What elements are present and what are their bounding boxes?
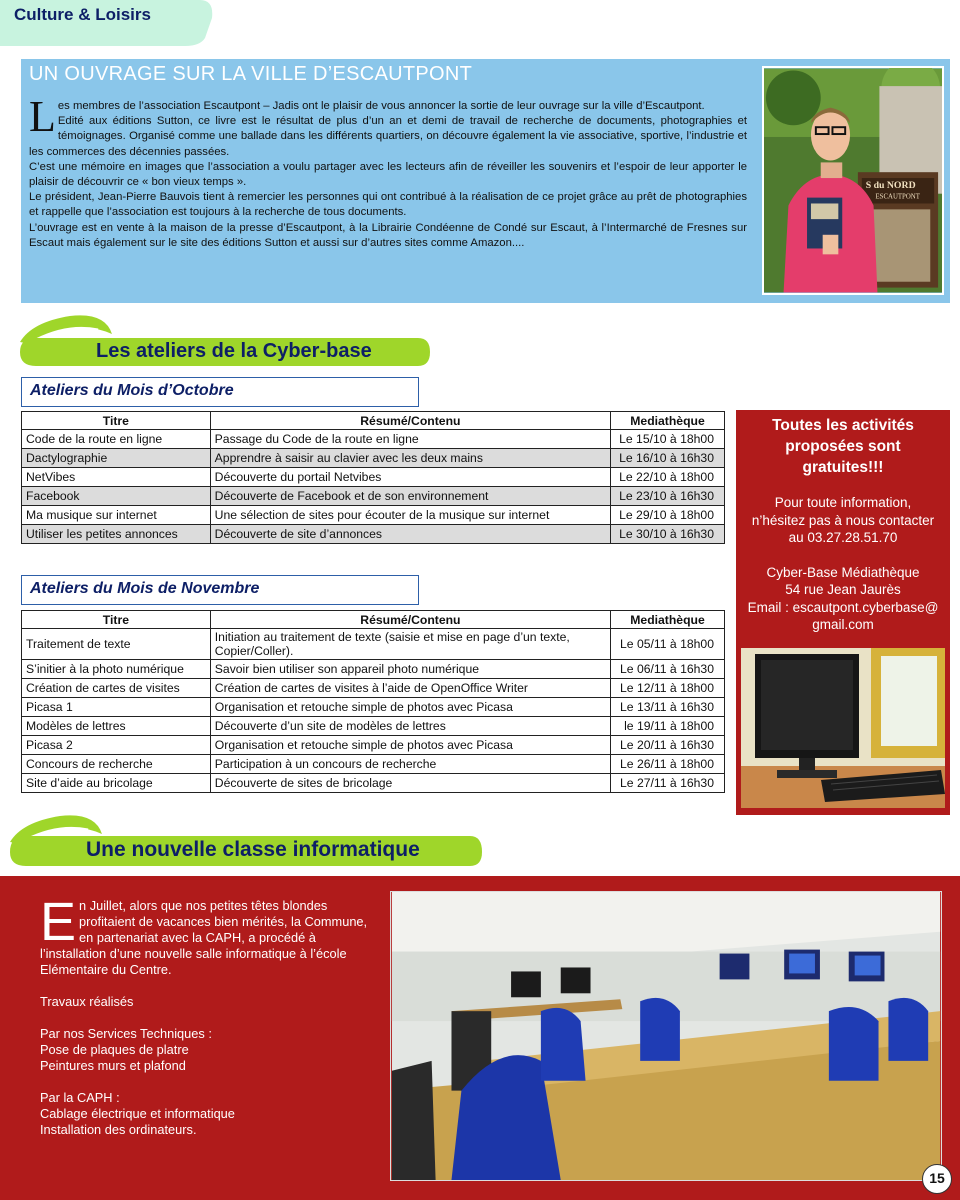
cell-resume: Passage du Code de la route en ligne (210, 430, 610, 449)
classe-section (0, 876, 960, 1200)
october-table (21, 411, 725, 544)
services-title: Par nos Services Techniques : (40, 1026, 212, 1041)
table-row (22, 525, 725, 544)
table-row (22, 506, 725, 525)
table-row (22, 468, 725, 487)
cyberbase-banner-title: Les ateliers de la Cyber-base (96, 340, 372, 362)
services-item: Peintures murs et plafond (40, 1058, 186, 1073)
table-header-row (22, 412, 725, 430)
article-title: UN OUVRAGE SUR LA VILLE D’ESCAUTPONT (29, 63, 473, 85)
column-header-mediatheque: Mediathèque (611, 611, 725, 629)
cell-titre: Code de la route en ligne (22, 430, 211, 449)
table-row (22, 660, 725, 679)
table-row (22, 717, 725, 736)
table-row (22, 774, 725, 793)
cell-titre: Concours de recherche (22, 755, 211, 774)
classe-banner-title: Une nouvelle classe informatique (86, 838, 420, 861)
article-paragraph: C’est une mémoire en images que l’association a voulu partager avec les lecteurs afin de réveiller les souvenirs et l’espoir de leur apporter le plaisir de découvrir ce « bon vieux temps ». (29, 160, 747, 189)
address-block (736, 564, 950, 634)
info-headline-line: gratuites!!! (802, 459, 884, 476)
classe-intro: n Juillet, alors que nos petites têtes blondes profitaient de vacances bien mérités, la Commune, en partenariat avec la CAPH, a procédé à l’installation d’une nouvelle salle informatique à l’école Elémentaire du Centre. (40, 898, 368, 977)
column-header-titre: Titre (22, 412, 211, 430)
column-header-titre: Titre (22, 611, 211, 629)
cell-date: Le 20/11 à 16h30 (611, 736, 725, 755)
table-row (22, 755, 725, 774)
phone-number: au 03.27.28.51.70 (788, 530, 898, 545)
works-title: Travaux réalisés (40, 994, 134, 1009)
cell-resume: Découverte de Facebook et de son environnement (210, 487, 610, 506)
article-paragraph: es membres de l’association Escautpont – Jadis ont le plaisir de vous annoncer la sortie de leur ouvrage sur la ville d’Escautpont. (57, 100, 705, 112)
article-paragraph: L’ouvrage est en vente à la maison de la presse d’Escautpont, à la Librairie Condéenne de Condé sur Escaut, à l’Intermarché de Fresnes sur Escaut mais également sur le site des éditions Sutton et aussi sur d’autres sites comme Amazon.... (29, 221, 747, 249)
table-row (22, 698, 725, 717)
column-header-resume: Résumé/Contenu (210, 611, 610, 629)
contact-line: Pour toute information, (774, 495, 912, 510)
cell-titre: S’initier à la photo numérique (22, 660, 211, 679)
cell-date: Le 22/10 à 18h00 (611, 468, 725, 487)
cell-titre: Modèles de lettres (22, 717, 211, 736)
table-row (22, 679, 725, 698)
cell-date: Le 13/11 à 16h30 (611, 698, 725, 717)
table-row (22, 487, 725, 506)
article-dropcap: L (29, 92, 56, 141)
caph-title: Par la CAPH : (40, 1090, 120, 1105)
november-title: Ateliers du Mois de Novembre (21, 575, 419, 605)
cell-resume: Création de cartes de visites à l’aide de OpenOffice Writer (210, 679, 610, 698)
cell-date: le 19/11 à 18h00 (611, 717, 725, 736)
contact-line: n’hésitez pas à nous contacter (751, 512, 935, 528)
cell-titre: NetVibes (22, 468, 211, 487)
cell-date: Le 05/11 à 18h00 (611, 629, 725, 660)
cell-resume: Découverte d’un site de modèles de lettres (210, 717, 610, 736)
computer-photo (741, 648, 945, 808)
author-photo (762, 66, 944, 295)
services-item: Pose de plaques de platre (40, 1042, 189, 1057)
cell-titre: Site d’aide au bricolage (22, 774, 211, 793)
article-body (29, 92, 747, 251)
cell-resume: Participation à un concours de recherche (210, 755, 610, 774)
cell-date: Le 26/11 à 18h00 (611, 755, 725, 774)
contact-block (736, 494, 950, 547)
cell-date: Le 12/11 à 18h00 (611, 679, 725, 698)
section-title: Culture & Loisirs (14, 5, 151, 24)
cell-titre: Facebook (22, 487, 211, 506)
cell-resume: Découverte de site d’annonces (210, 525, 610, 544)
cell-date: Le 27/11 à 16h30 (611, 774, 725, 793)
book-cover-subtitle: ESCAUTPONT (875, 193, 920, 201)
cyberbase-banner (20, 312, 430, 372)
cell-date: Le 23/10 à 16h30 (611, 487, 725, 506)
info-box (736, 410, 950, 815)
table-row (22, 736, 725, 755)
cell-resume: Apprendre à saisir au clavier avec les deux mains (210, 449, 610, 468)
article-paragraph: Le président, Jean-Pierre Bauvois tient à remercier les personnes qui ont contribué à la réalisation de ce projet grâce au prêt de photographies et rappelle que l’association est toujours à la recherche de tous documents. (29, 191, 747, 219)
caph-item: Cablage électrique et informatique (40, 1106, 235, 1121)
classe-banner (10, 812, 482, 870)
cell-date: Le 30/10 à 16h30 (611, 525, 725, 544)
classroom-photo (390, 891, 942, 1181)
november-table (21, 610, 725, 793)
cell-titre: Ma musique sur internet (22, 506, 211, 525)
cell-titre: Picasa 2 (22, 736, 211, 755)
article-box (21, 59, 950, 303)
column-header-resume: Résumé/Contenu (210, 412, 610, 430)
cell-resume: Savoir bien utiliser son appareil photo numérique (210, 660, 610, 679)
info-headline-line: Toutes les activités (772, 417, 914, 434)
cell-titre: Dactylographie (22, 449, 211, 468)
october-title: Ateliers du Mois d’Octobre (21, 377, 419, 407)
cell-titre: Picasa 1 (22, 698, 211, 717)
cell-date: Le 29/10 à 18h00 (611, 506, 725, 525)
email-line: gmail.com (812, 617, 874, 632)
column-header-mediatheque: Mediathèque (611, 412, 725, 430)
info-headline (736, 415, 950, 478)
cell-date: Le 06/11 à 16h30 (611, 660, 725, 679)
classe-text (40, 892, 375, 1138)
cell-titre: Création de cartes de visites (22, 679, 211, 698)
cell-titre: Traitement de texte (22, 629, 211, 660)
section-header-tab (0, 0, 214, 46)
info-contact (736, 494, 950, 651)
email-line: Email : escautpont.cyberbase@ (747, 599, 939, 615)
table-header-row (22, 611, 725, 629)
info-headline-line: proposées sont (785, 438, 901, 455)
table-row (22, 430, 725, 449)
cell-resume: Organisation et retouche simple de photos avec Picasa (210, 698, 610, 717)
article-paragraph: Edité aux éditions Sutton, ce livre est le résultat de plus d’un an et demi de travail de recherche de documents, photographies et témoignages. Organisé comme une ballade dans les différents quartiers, on découvre également la vie associative, sportive, l’industrie et les commerces des décennies passées. (29, 115, 747, 158)
table-row (22, 629, 725, 660)
classe-dropcap: E (40, 892, 77, 952)
cell-resume: Une sélection de sites pour écouter de la musique sur internet (210, 506, 610, 525)
cell-resume: Initiation au traitement de texte (saisie et mise en page d’un texte, Copier/Coller). (210, 629, 610, 660)
table-row (22, 449, 725, 468)
cell-titre: Utiliser les petites annonces (22, 525, 211, 544)
caph-item: Installation des ordinateurs. (40, 1122, 197, 1137)
cell-resume: Découverte de sites de bricolage (210, 774, 610, 793)
book-cover-title: S du NORD (865, 179, 916, 191)
cell-date: Le 15/10 à 18h00 (611, 430, 725, 449)
cell-resume: Découverte du portail Netvibes (210, 468, 610, 487)
cell-date: Le 16/10 à 16h30 (611, 449, 725, 468)
address-line: 54 rue Jean Jaurès (785, 582, 901, 597)
cell-resume: Organisation et retouche simple de photos avec Picasa (210, 736, 610, 755)
address-line: Cyber-Base Médiathèque (766, 564, 920, 580)
page-number: 15 (922, 1164, 952, 1194)
